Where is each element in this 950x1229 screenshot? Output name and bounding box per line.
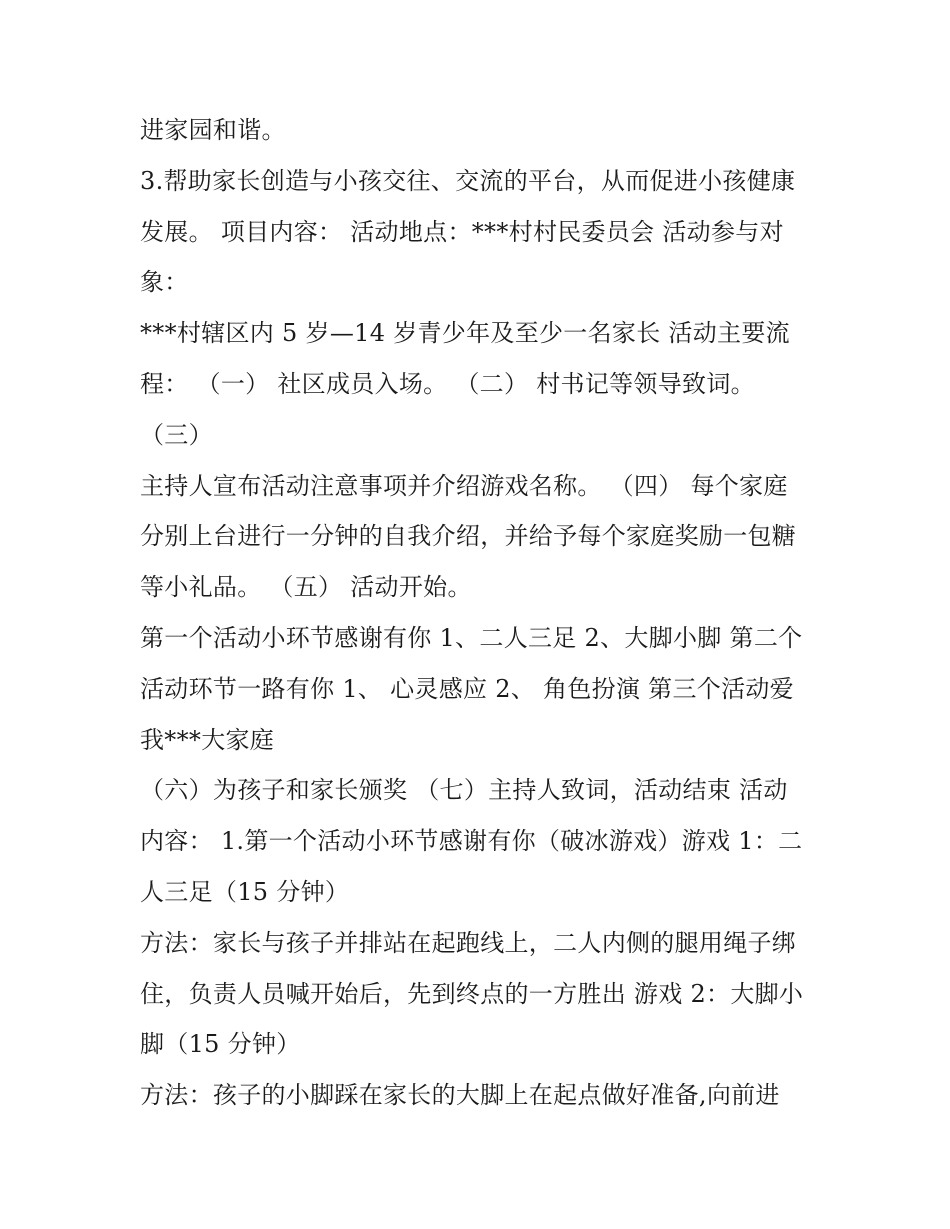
text-line: 第一个活动小环节感谢有你 1、二人三足 2、大脚小脚 第二个 [140,623,803,652]
text-line: 等小礼品。 （五） 活动开始。 [140,573,472,602]
text-line: 分别上台进行一分钟的自我介绍，并给予每个家庭奖励一包糖 [140,522,797,551]
text-line: 3.帮助家长创造与小孩交往、交流的平台，从而促进小孩健康 [140,166,796,195]
text-line: 方法：孩子的小脚踩在家长的大脚上在起点做好准备,向前进 [140,1081,780,1110]
text-line: 脚（15 分钟） [140,1030,301,1059]
document-body [140,105,830,1121]
text-line: 进家园和谐。 [140,116,286,144]
text-line: 人三足（15 分钟） [140,877,350,906]
text-line: 住，负责人员喊开始后，先到终点的一方胜出 游戏 2：大脚小 [140,979,804,1008]
text-line: （三） [140,420,213,449]
text-line: 主持人宣布活动注意事项并介绍游戏名称。 （四） 每个家庭 [140,471,788,500]
text-line: 发展。 项目内容： 活动地点：***村村民委员会 活动参与对 [140,217,784,246]
text-line: 我***大家庭 [140,725,275,754]
text-line: 内容： 1.第一个活动小环节感谢有你（破冰游戏）游戏 1：二 [140,827,803,856]
text-line: 活动环节一路有你 1、 心灵感应 2、 角色扮演 第三个活动爱 [140,674,794,703]
text-line: ***村辖区内 5 岁—14 岁青少年及至少一名家长 活动主要流 [140,319,790,348]
text-line: 象： [140,268,189,297]
text-line: 方法：家长与孩子并排站在起跑线上，二人内侧的腿用绳子绑 [140,928,797,957]
text-line: （六）为孩子和家长颁奖 （七）主持人致词，活动结束 活动 [140,776,788,805]
text-line: 程： （一） 社区成员入场。 （二） 村书记等领导致词。 [140,369,755,398]
